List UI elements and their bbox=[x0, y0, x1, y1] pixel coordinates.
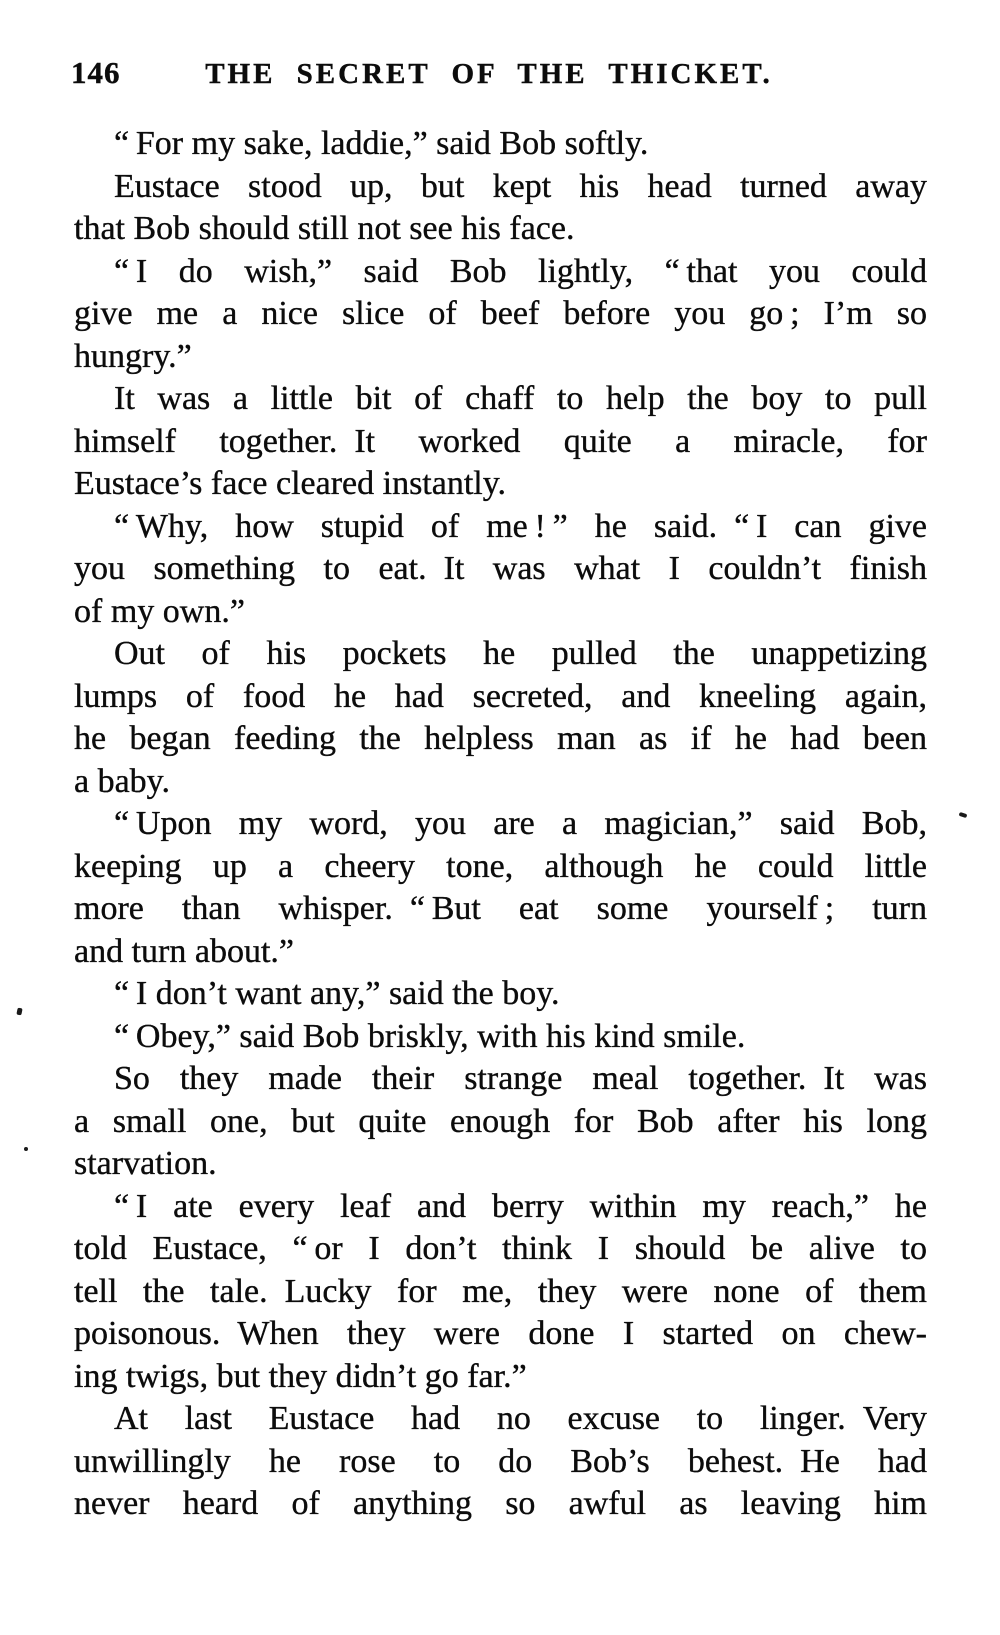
text-line: Eustace’s face cleared instantly. bbox=[74, 465, 507, 502]
text-line: “ I ate every leaf and berry within my reach,” he bbox=[114, 1187, 927, 1225]
text-line: keeping up a cheery tone, although he could little bbox=[74, 847, 927, 885]
text-line: “ I do wish,” said Bob lightly, “ that you could bbox=[114, 252, 927, 290]
text-line: a small one, but quite enough for Bob after his long bbox=[74, 1102, 927, 1140]
text-line: Eustace stood up, but kept his head turned away bbox=[114, 167, 927, 205]
text-line: hungry.” bbox=[74, 337, 192, 375]
page-header bbox=[0, 55, 1000, 95]
text-line: give me a nice slice of beef before you go ; I’m so bbox=[74, 295, 927, 332]
text-line: himself together. It worked quite a miracle, for bbox=[74, 422, 927, 460]
text-line: At last Eustace had no excuse to linger. Very bbox=[114, 1400, 927, 1437]
text-line: told Eustace, “ or I don’t think I should be alive to bbox=[74, 1230, 927, 1267]
scan-speck bbox=[16, 1008, 22, 1016]
text-line: “ For my sake, laddie,” said Bob softly. bbox=[114, 125, 649, 162]
text-line: tell the tale. Lucky for me, they were none of them bbox=[74, 1272, 927, 1310]
text-line: So they made their strange meal together. It was bbox=[114, 1060, 927, 1097]
scan-speck bbox=[24, 1147, 28, 1151]
text-line: and turn about.” bbox=[74, 932, 294, 970]
text-line: “ Obey,” said Bob briskly, with his kind smile. bbox=[114, 1017, 746, 1055]
text-line: “ Upon my word, you are a magician,” said Bob, bbox=[114, 805, 927, 842]
running-title: THE SECRET OF THE THICKET. bbox=[205, 58, 773, 90]
text-line: poisonous. When they were done I started on chew- bbox=[74, 1315, 927, 1352]
text-line: starvation. bbox=[74, 1145, 217, 1182]
text-line: lumps of food he had secreted, and kneeling again, bbox=[74, 677, 927, 715]
text-line: that Bob should still not see his face. bbox=[74, 210, 575, 247]
text-line: “ Why, how stupid of me ! ” he said. “ I can give bbox=[114, 507, 927, 545]
scan-speck bbox=[959, 812, 968, 818]
text-line: Out of his pockets he pulled the unappetizing bbox=[114, 635, 927, 672]
text-line: you something to eat. It was what I couldn’t finish bbox=[74, 550, 927, 587]
text-line: It was a little bit of chaff to help the boy to pull bbox=[114, 380, 927, 417]
text-line: “ I don’t want any,” said the boy. bbox=[114, 975, 560, 1012]
text-line: more than whisper. “ But eat some yourself ; turn bbox=[74, 890, 927, 927]
body-text bbox=[74, 123, 927, 1526]
text-line: unwillingly he rose to do Bob’s behest. He had bbox=[74, 1442, 927, 1480]
page-number: 146 bbox=[71, 55, 121, 90]
text-line: a baby. bbox=[74, 762, 170, 800]
text-line: of my own.” bbox=[74, 592, 245, 630]
text-line: ing twigs, but they didn’t go far.” bbox=[74, 1357, 527, 1395]
text-line: never heard of anything so awful as leaving him bbox=[74, 1485, 927, 1522]
text-line: he began feeding the helpless man as if he had been bbox=[74, 720, 927, 757]
